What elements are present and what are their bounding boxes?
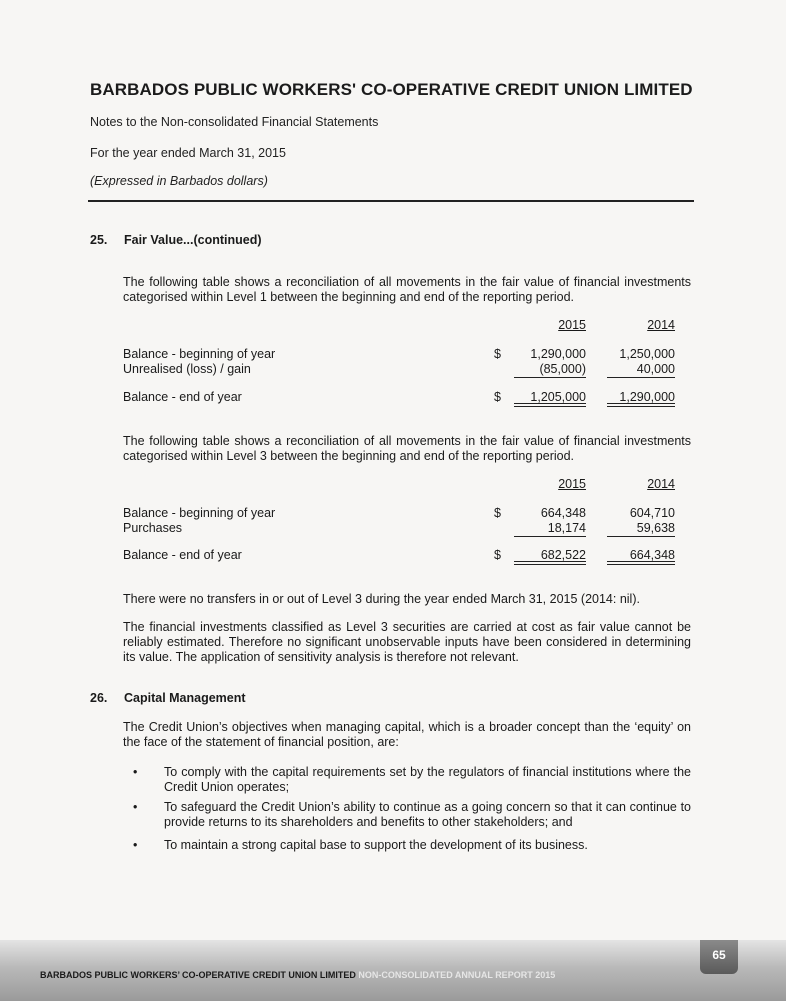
footer-org-name: BARBADOS PUBLIC WORKERS’ CO-OPERATIVE CREDIT UNION LIMITED xyxy=(40,970,356,980)
section-title: Capital Management xyxy=(124,691,246,705)
level1-year-header xyxy=(0,318,786,333)
bullet-icon: • xyxy=(133,838,138,852)
row-label: Balance - beginning of year xyxy=(123,347,276,361)
level1-intro: The following table shows a reconciliation of all movements in the fair value of financial investments categorised within Level 1 between the beginning and end of the reporting period. xyxy=(123,275,691,304)
currency-symbol: $ xyxy=(494,548,501,562)
page-number-tab: 65 xyxy=(700,940,738,974)
subtotal-rule xyxy=(514,536,586,537)
total-double-rule xyxy=(607,561,675,565)
year-2014: 2014 xyxy=(647,477,675,491)
year-2015: 2015 xyxy=(558,318,586,332)
value-2015: 18,174 xyxy=(547,521,586,535)
table-row xyxy=(0,521,786,536)
value-2014: 40,000 xyxy=(636,362,675,376)
currency-note: (Expressed in Barbados dollars) xyxy=(90,174,268,188)
currency-symbol: $ xyxy=(494,390,501,404)
value-2014: 604,710 xyxy=(629,506,675,520)
row-label: Balance - end of year xyxy=(123,390,242,404)
currency-symbol: $ xyxy=(494,506,501,520)
list-item-text: To maintain a strong capital base to support the development of its business. xyxy=(164,838,588,852)
list-item-text: To comply with the capital requirements set by the regulators of financial institutions where the Credit Union operates; xyxy=(164,765,691,794)
value-2015: 664,348 xyxy=(540,506,586,520)
bullet-icon: • xyxy=(133,765,138,779)
total-double-rule xyxy=(514,561,586,565)
value-2015: 1,205,000 xyxy=(530,390,586,404)
total-double-rule xyxy=(514,403,586,407)
year-2014: 2014 xyxy=(647,318,675,332)
row-label: Balance - beginning of year xyxy=(123,506,276,520)
total-double-rule xyxy=(607,403,675,407)
section-number: 26. xyxy=(90,691,108,705)
currency-symbol: $ xyxy=(494,347,501,361)
row-label: Balance - end of year xyxy=(123,548,242,562)
page-footer xyxy=(0,940,786,1001)
subtotal-rule xyxy=(607,377,675,378)
level3-year-header xyxy=(0,477,786,492)
section-26-heading xyxy=(90,691,246,705)
transfers-note: There were no transfers in or out of Level 3 during the year ended March 31, 2015 (2014: nil). xyxy=(123,592,640,606)
year-2015: 2015 xyxy=(558,477,586,491)
value-2014: 1,250,000 xyxy=(619,347,675,361)
page-title: BARBADOS PUBLIC WORKERS' CO-OPERATIVE CREDIT UNION LIMITED xyxy=(90,80,693,99)
section-title: Fair Value...(continued) xyxy=(124,233,262,247)
subtotal-rule xyxy=(514,377,586,378)
level3-intro: The following table shows a reconciliation of all movements in the fair value of financial investments categorised within Level 3 between the beginning and end of the reporting period. xyxy=(123,434,691,463)
statement-subtitle: Notes to the Non-consolidated Financial Statements xyxy=(90,115,379,129)
section-25-heading xyxy=(90,233,262,247)
footer-report-name: NON-CONSOLIDATED ANNUAL REPORT 2015 xyxy=(358,970,556,980)
classification-note: The financial investments classified as Level 3 securities are carried at cost as fair value cannot be reliably estimated. Therefore no significant unobservable inputs have been considered in determining its value. The application of sensitivity analysis is therefore not relevant. xyxy=(123,620,691,664)
capital-intro: The Credit Union’s objectives when managing capital, which is a broader concept than the ‘equity’ on the face of the statement of financial position, are: xyxy=(123,720,691,749)
table-row xyxy=(0,347,786,362)
value-2015: (85,000) xyxy=(539,362,586,376)
subtotal-rule xyxy=(607,536,675,537)
section-number: 25. xyxy=(90,233,108,247)
value-2015: 682,522 xyxy=(540,548,586,562)
list-item-text: To safeguard the Credit Union’s ability to continue as a going concern so that it can continue to provide returns to its shareholders and benefits to other stakeholders; and xyxy=(164,800,691,829)
bullet-icon: • xyxy=(133,800,138,814)
value-2014: 664,348 xyxy=(629,548,675,562)
value-2015: 1,290,000 xyxy=(530,347,586,361)
row-label: Unrealised (loss) / gain xyxy=(123,362,251,376)
row-label: Purchases xyxy=(123,521,183,535)
period-line: For the year ended March 31, 2015 xyxy=(90,146,286,160)
table-row xyxy=(0,506,786,521)
footer-caption xyxy=(40,970,555,980)
value-2014: 59,638 xyxy=(636,521,675,535)
header-divider xyxy=(88,200,694,202)
table-row xyxy=(0,362,786,377)
value-2014: 1,290,000 xyxy=(619,390,675,404)
